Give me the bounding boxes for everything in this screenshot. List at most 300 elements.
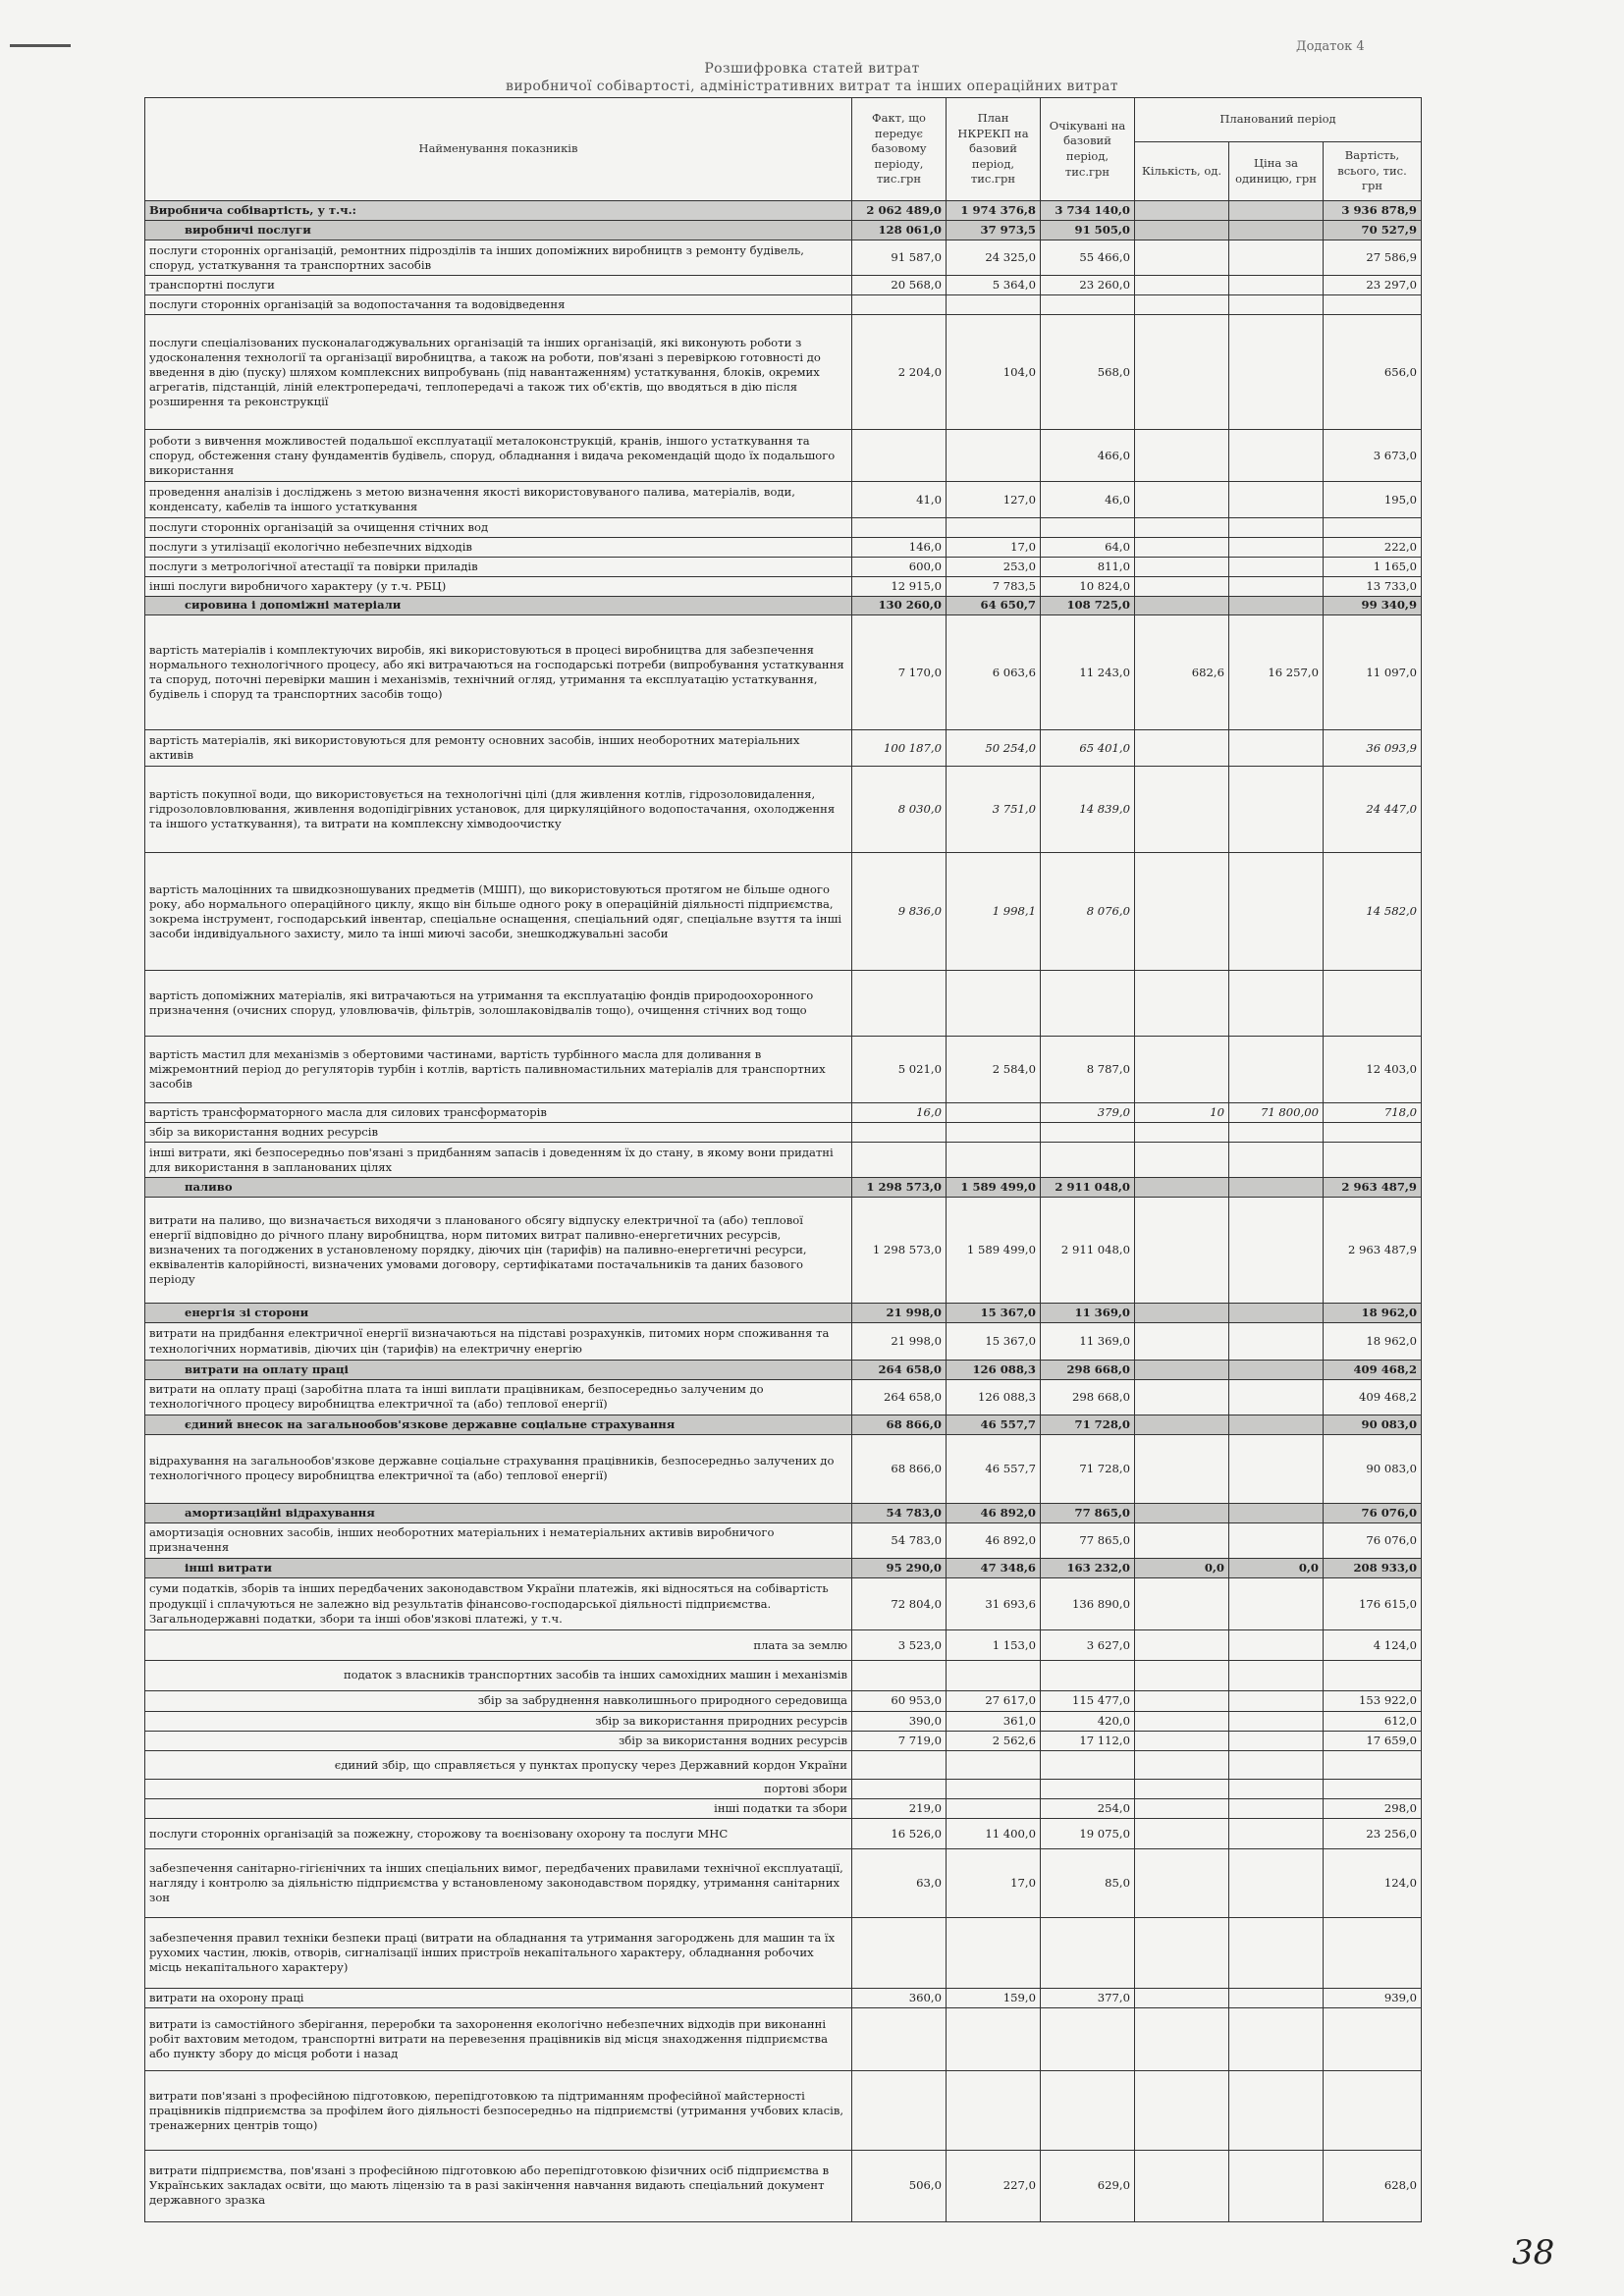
table-row [145,201,1422,221]
value-cell-expected: 17 112,0 [1041,1731,1135,1750]
value-cell-expected: 629,0 [1041,2150,1135,2221]
table-row [145,1036,1422,1102]
value-cell-price [1229,730,1324,767]
value-cell-price [1229,240,1324,276]
value-cell-qty [1135,517,1229,537]
row-name-cell: портові збори [145,1780,852,1799]
value-cell-price [1229,1750,1324,1780]
value-cell-fact: 8 030,0 [852,766,947,852]
value-cell-cost [1324,2008,1422,2071]
table-row [145,1503,1422,1522]
table-row [145,557,1422,576]
value-cell-fact: 60 953,0 [852,1690,947,1711]
value-cell-fact: 7 719,0 [852,1731,947,1750]
value-cell-expected: 11 369,0 [1041,1323,1135,1361]
value-cell-expected [1041,2008,1135,2071]
value-cell-plan: 47 348,6 [947,1559,1041,1578]
value-cell-fact: 128 061,0 [852,220,947,240]
value-cell-qty [1135,596,1229,615]
value-cell-expected: 55 466,0 [1041,240,1135,276]
value-cell-fact: 54 783,0 [852,1522,947,1559]
value-cell-qty [1135,557,1229,576]
value-cell-fact: 1 298 573,0 [852,1198,947,1304]
value-cell-qty [1135,1661,1229,1691]
row-name-cell: витрати підприємства, пов'язані з професійною підготовкою або перепідготовкою фізичних осіб підприємства в Українських закладах освіти, що мають ліцензію та в разі закінчення навчання видають спеціальний документ державного зразка [145,2150,852,2221]
value-cell-fact: 219,0 [852,1799,947,1819]
table-row [145,1102,1422,1122]
table-row [145,730,1422,767]
table-row [145,1122,1422,1142]
value-cell-fact [852,971,947,1036]
value-cell-price [1229,1198,1324,1304]
value-cell-qty [1135,1917,1229,1989]
value-cell-plan: 64 650,7 [947,596,1041,615]
header-expected: Очікувані на базовий період, тис.грн [1041,98,1135,201]
table-row [145,1379,1422,1415]
value-cell-fact [852,2008,947,2071]
value-cell-fact [852,1750,947,1780]
value-cell-expected: 10 824,0 [1041,576,1135,596]
value-cell-plan: 50 254,0 [947,730,1041,767]
header-plan: План НКРЕКП на базовий період, тис.грн [947,98,1041,201]
value-cell-plan: 3 751,0 [947,766,1041,852]
value-cell-fact [852,517,947,537]
row-name-cell: послуги з утилізації екологічно небезпечних відходів [145,537,852,557]
cost-breakdown-table [144,97,1422,2222]
table-row [145,1661,1422,1691]
row-name-cell: послуги сторонніх організацій за пожежну, сторожову та воєнізовану охорону та послуги МНС [145,1819,852,1849]
table-row [145,1522,1422,1559]
value-cell-qty [1135,1435,1229,1503]
header-fact: Факт, що передує базовому періоду, тис.грн [852,98,947,201]
value-cell-qty [1135,1630,1229,1661]
row-name-cell: єдиний збір, що справляється у пунктах пропуску через Державний кордон України [145,1750,852,1780]
value-cell-cost: 409 468,2 [1324,1379,1422,1415]
value-cell-qty [1135,1989,1229,2008]
value-cell-qty [1135,1711,1229,1731]
value-cell-expected [1041,295,1135,315]
value-cell-fact: 12 915,0 [852,576,947,596]
value-cell-cost [1324,1122,1422,1142]
value-cell-price [1229,517,1324,537]
value-cell-expected: 77 865,0 [1041,1522,1135,1559]
value-cell-cost: 76 076,0 [1324,1522,1422,1559]
value-cell-price [1229,557,1324,576]
value-cell-cost: 27 586,9 [1324,240,1422,276]
value-cell-plan: 159,0 [947,1989,1041,2008]
value-cell-plan [947,1780,1041,1799]
table-row [145,430,1422,482]
value-cell-cost: 153 922,0 [1324,1690,1422,1711]
value-cell-plan [947,2071,1041,2151]
table-row [145,1731,1422,1750]
value-cell-expected [1041,1122,1135,1142]
value-cell-fact: 21 998,0 [852,1323,947,1361]
value-cell-price [1229,1780,1324,1799]
value-cell-price [1229,766,1324,852]
value-cell-price [1229,1661,1324,1691]
row-name-cell: інші послуги виробничого характеру (у т.ч. РБЦ) [145,576,852,596]
value-cell-qty [1135,2008,1229,2071]
row-name-cell: єдиний внесок на загальнообов'язкове державне соціальне страхування [145,1415,852,1435]
table-row [145,315,1422,430]
value-cell-price [1229,276,1324,295]
table-row [145,1323,1422,1361]
value-cell-qty [1135,730,1229,767]
row-name-cell: сировина і допоміжні матеріали [145,596,852,615]
value-cell-fact: 1 298 573,0 [852,1178,947,1198]
value-cell-price [1229,295,1324,315]
value-cell-expected: 14 839,0 [1041,766,1135,852]
value-cell-plan: 27 617,0 [947,1690,1041,1711]
value-cell-price [1229,1819,1324,1849]
row-name-cell: енергія зі сторони [145,1304,852,1323]
value-cell-expected: 64,0 [1041,537,1135,557]
header-unit-price: Ціна за одиницю, грн [1229,142,1324,201]
value-cell-fact: 2 062 489,0 [852,201,947,221]
value-cell-price [1229,1799,1324,1819]
table-row [145,2071,1422,2151]
value-cell-cost: 99 340,9 [1324,596,1422,615]
value-cell-qty [1135,1360,1229,1379]
value-cell-price [1229,482,1324,518]
value-cell-fact: 390,0 [852,1711,947,1731]
value-cell-cost: 70 527,9 [1324,220,1422,240]
value-cell-expected [1041,1661,1135,1691]
row-name-cell: суми податків, зборів та інших передбачених законодавством України платежів, які відносяться на собівартість продукції і сплачуються не залежно від результатів фінансово-господарської діяльності підприємства. Загальнодержавні податки, збори та інші обов'язкові платежі, у т.ч. [145,1578,852,1630]
value-cell-qty [1135,2071,1229,2151]
value-cell-plan: 37 973,5 [947,220,1041,240]
value-cell-qty [1135,1731,1229,1750]
value-cell-plan: 2 584,0 [947,1036,1041,1102]
row-name-cell: вартість малоцінних та швидкозношуваних предметів (МШП), що використовуються протягом не більше одного року, або нормального операційного циклу, якщо він більше одного року в операційній діяльності підприємства, зокрема інструмент, господарський інвентар, спеціальне оснащення, спеціальний одяг, спеціальне взуття та інші засоби індивідуального захисту, мило та інші миючі засоби, знешкоджувальні засоби [145,853,852,971]
value-cell-cost: 222,0 [1324,537,1422,557]
value-cell-expected: 11 369,0 [1041,1304,1135,1323]
value-cell-price [1229,1323,1324,1361]
value-cell-fact: 54 783,0 [852,1503,947,1522]
row-name-cell: витрати пов'язані з професійною підготовкою, перепідготовкою та підтриманням професійної майстерності працівників підприємства за профілем його діяльності безпосередньо на підприємстві (утримання учбових класів, тренажерних центрів тощо) [145,2071,852,2151]
value-cell-expected [1041,2071,1135,2151]
value-cell-qty [1135,1142,1229,1178]
value-cell-expected: 136 890,0 [1041,1578,1135,1630]
value-cell-cost [1324,1750,1422,1780]
value-cell-cost: 24 447,0 [1324,766,1422,852]
value-cell-plan: 17,0 [947,537,1041,557]
value-cell-plan [947,1661,1041,1691]
table-row [145,1989,1422,2008]
value-cell-expected: 108 725,0 [1041,596,1135,615]
value-cell-plan [947,2008,1041,2071]
value-cell-expected: 3 627,0 [1041,1630,1135,1661]
table-row [145,1819,1422,1849]
value-cell-price [1229,1178,1324,1198]
row-name-cell: плата за землю [145,1630,852,1661]
table-body [145,201,1422,2222]
value-cell-qty [1135,220,1229,240]
value-cell-fact [852,1780,947,1799]
row-name-cell: паливо [145,1178,852,1198]
row-name-cell: інші витрати, які безпосередньо пов'язані з придбанням запасів і доведенням їх до стану, в якому вони придатні для використання в запланованих цілях [145,1142,852,1178]
value-cell-cost: 2 963 487,9 [1324,1198,1422,1304]
value-cell-cost: 18 962,0 [1324,1323,1422,1361]
value-cell-fact: 360,0 [852,1989,947,2008]
value-cell-plan [947,1142,1041,1178]
value-cell-plan: 6 063,6 [947,615,1041,730]
header-cost: Вартість, всього, тис. грн [1324,142,1422,201]
value-cell-expected: 254,0 [1041,1799,1135,1819]
value-cell-cost: 36 093,9 [1324,730,1422,767]
value-cell-qty [1135,537,1229,557]
value-cell-price [1229,220,1324,240]
row-name-cell: послуги сторонніх організацій, ремонтних підрозділів та інших допоміжних виробництв з ремонту будівель, споруд, устаткування та транспортних засобів [145,240,852,276]
value-cell-price [1229,430,1324,482]
value-cell-price [1229,1578,1324,1630]
table-row [145,1690,1422,1711]
value-cell-expected [1041,1917,1135,1989]
table-row [145,615,1422,730]
row-name-cell: відрахування на загальнообов'язкове державне соціальне страхування працівників, безпосередньо залучених до технологічного процесу виробництва електричної та (або) теплової енергії) [145,1435,852,1503]
value-cell-fact: 16,0 [852,1102,947,1122]
value-cell-fact [852,2071,947,2151]
value-cell-plan: 46 892,0 [947,1503,1041,1522]
value-cell-price [1229,576,1324,596]
value-cell-qty [1135,2150,1229,2221]
value-cell-plan: 46 892,0 [947,1522,1041,1559]
value-cell-plan [947,971,1041,1036]
header-planned-period: Планований період [1135,98,1422,142]
value-cell-price [1229,853,1324,971]
header-name: Найменування показників [145,98,852,201]
row-name-cell: послуги сторонніх організацій за очищення стічних вод [145,517,852,537]
value-cell-expected: 11 243,0 [1041,615,1135,730]
value-cell-qty [1135,1304,1229,1323]
value-cell-fact: 5 021,0 [852,1036,947,1102]
value-cell-price [1229,1379,1324,1415]
value-cell-price [1229,1630,1324,1661]
row-name-cell: роботи з вивчення можливостей подальшої експлуатації металоконструкцій, кранів, іншого устаткування та споруд, обстеження стану фундаментів будівель, споруд, обладнання і видача рекомендацій щодо їх подальшого використання [145,430,852,482]
value-cell-expected: 420,0 [1041,1711,1135,1731]
value-cell-expected [1041,1780,1135,1799]
table-row [145,766,1422,852]
value-cell-price [1229,1989,1324,2008]
value-cell-plan: 104,0 [947,315,1041,430]
document-subtitle: виробничої собівартості, адміністративних витрат та інших операційних витрат [506,79,1118,94]
value-cell-price [1229,537,1324,557]
table-row [145,971,1422,1036]
value-cell-cost [1324,1142,1422,1178]
value-cell-plan [947,295,1041,315]
value-cell-plan: 1 974 376,8 [947,201,1041,221]
value-cell-qty [1135,1849,1229,1917]
value-cell-price [1229,1415,1324,1435]
row-name-cell: амортизація основних засобів, інших необоротних матеріальних і нематеріальних активів виробничого призначення [145,1522,852,1559]
value-cell-expected: 23 260,0 [1041,276,1135,295]
value-cell-fact: 130 260,0 [852,596,947,615]
appendix-label: Додаток 4 [1296,39,1365,54]
value-cell-qty [1135,576,1229,596]
value-cell-price [1229,971,1324,1036]
row-name-cell: витрати на оплату праці (заробітна плата та інші виплати працівникам, безпосередньо залученим до технологічного процесу виробництва електричної та (або) теплової енергії) [145,1379,852,1415]
value-cell-qty [1135,276,1229,295]
table-row [145,1142,1422,1178]
value-cell-cost: 208 933,0 [1324,1559,1422,1578]
value-cell-plan [947,1750,1041,1780]
header-qty: Кількість, од. [1135,142,1229,201]
value-cell-expected: 568,0 [1041,315,1135,430]
value-cell-fact [852,1142,947,1178]
value-cell-plan: 17,0 [947,1849,1041,1917]
value-cell-cost: 195,0 [1324,482,1422,518]
table-row [145,596,1422,615]
row-name-cell: збір за забруднення навколишнього природного середовища [145,1690,852,1711]
row-name-cell: вартість покупної води, що використовується на технологічні цілі (для живлення котлів, гідрозоловидалення, гідрозоловловлювання, живлення водопідігрівних установок, для циркуляційного водопостачання, охолодження та іншого устаткування), та витрати на комплексну хімводоочистку [145,766,852,852]
value-cell-qty [1135,971,1229,1036]
value-cell-price [1229,1304,1324,1323]
value-cell-fact: 2 204,0 [852,315,947,430]
table-row [145,1304,1422,1323]
row-name-cell: проведення аналізів і досліджень з метою визначення якості використовуваного палива, матеріалів, води, конденсату, кабелів та іншого устаткування [145,482,852,518]
row-name-cell: збір за використання природних ресурсів [145,1711,852,1731]
value-cell-plan [947,1799,1041,1819]
value-cell-plan: 1 589 499,0 [947,1178,1041,1198]
value-cell-cost: 124,0 [1324,1849,1422,1917]
value-cell-cost: 1 165,0 [1324,557,1422,576]
value-cell-cost: 14 582,0 [1324,853,1422,971]
value-cell-qty [1135,1415,1229,1435]
value-cell-plan: 1 589 499,0 [947,1198,1041,1304]
value-cell-expected [1041,517,1135,537]
value-cell-expected: 2 911 048,0 [1041,1198,1135,1304]
value-cell-expected: 466,0 [1041,430,1135,482]
value-cell-expected: 811,0 [1041,557,1135,576]
value-cell-expected: 298 668,0 [1041,1360,1135,1379]
value-cell-cost [1324,517,1422,537]
value-cell-fact: 16 526,0 [852,1819,947,1849]
value-cell-fact: 600,0 [852,557,947,576]
value-cell-price [1229,2150,1324,2221]
value-cell-price [1229,1731,1324,1750]
value-cell-cost: 18 962,0 [1324,1304,1422,1323]
value-cell-price [1229,1917,1324,1989]
row-name-cell: збір за використання водних ресурсів [145,1731,852,1750]
value-cell-plan [947,1102,1041,1122]
value-cell-cost: 4 124,0 [1324,1630,1422,1661]
value-cell-cost: 2 963 487,9 [1324,1178,1422,1198]
value-cell-cost: 409 468,2 [1324,1360,1422,1379]
value-cell-fact: 146,0 [852,537,947,557]
value-cell-cost: 176 615,0 [1324,1578,1422,1630]
row-name-cell: податок з власників транспортних засобів та інших самохідних машин і механізмів [145,1661,852,1691]
table-row [145,295,1422,315]
value-cell-plan: 126 088,3 [947,1360,1041,1379]
table-row [145,1917,1422,1989]
value-cell-plan: 227,0 [947,2150,1041,2221]
value-cell-price [1229,2008,1324,2071]
value-cell-expected: 163 232,0 [1041,1559,1135,1578]
value-cell-qty [1135,430,1229,482]
value-cell-qty [1135,1503,1229,1522]
value-cell-price [1229,315,1324,430]
value-cell-cost: 12 403,0 [1324,1036,1422,1102]
value-cell-cost: 3 936 878,9 [1324,201,1422,221]
value-cell-expected: 85,0 [1041,1849,1135,1917]
scan-mark [10,44,71,47]
value-cell-plan: 1 153,0 [947,1630,1041,1661]
value-cell-qty [1135,1799,1229,1819]
row-name-cell: інші податки та збори [145,1799,852,1819]
value-cell-qty [1135,1750,1229,1780]
value-cell-plan: 31 693,6 [947,1578,1041,1630]
table-row [145,1849,1422,1917]
value-cell-plan [947,1917,1041,1989]
row-name-cell: збір за використання водних ресурсів [145,1122,852,1142]
table-row [145,1198,1422,1304]
value-cell-fact: 95 290,0 [852,1559,947,1578]
value-cell-price [1229,1122,1324,1142]
value-cell-cost [1324,2071,1422,2151]
row-name-cell: інші витрати [145,1559,852,1578]
table-row [145,1178,1422,1198]
row-name-cell: забезпечення правил техніки безпеки праці (витрати на обладнання та утримання загороджень для машин та їх рухомих частин, люків, отворів, сигналізації інших пристроїв некапітального характеру, обладнання робочих місць некапітального характеру) [145,1917,852,1989]
value-cell-qty [1135,1036,1229,1102]
table-row [145,1578,1422,1630]
value-cell-qty [1135,1198,1229,1304]
value-cell-fact: 506,0 [852,2150,947,2221]
value-cell-expected: 71 728,0 [1041,1415,1135,1435]
value-cell-fact [852,430,947,482]
value-cell-fact: 3 523,0 [852,1630,947,1661]
value-cell-price: 71 800,00 [1229,1102,1324,1122]
value-cell-cost: 656,0 [1324,315,1422,430]
value-cell-cost: 23 256,0 [1324,1819,1422,1849]
value-cell-cost: 718,0 [1324,1102,1422,1122]
row-name-cell: виробничі послуги [145,220,852,240]
value-cell-cost: 612,0 [1324,1711,1422,1731]
value-cell-price [1229,1360,1324,1379]
table-row [145,1559,1422,1578]
value-cell-fact: 68 866,0 [852,1435,947,1503]
value-cell-qty [1135,201,1229,221]
row-name-cell: вартість матеріалів і комплектуючих виробів, які використовуються в процесі виробництва для забезпечення нормального технологічного процесу, або які витрачаються на господарські потреби (випробування устаткування та споруд, поточні перевірки машин і механізмів, технічний огляд, утримання та експлуатацію устаткування, будівель і споруд та транспортних засобів тощо) [145,615,852,730]
table-row [145,1360,1422,1379]
value-cell-fact [852,1661,947,1691]
value-cell-expected: 91 505,0 [1041,220,1135,240]
value-cell-price [1229,1503,1324,1522]
value-cell-plan [947,430,1041,482]
table-row [145,1799,1422,1819]
value-cell-expected: 115 477,0 [1041,1690,1135,1711]
value-cell-price [1229,1690,1324,1711]
value-cell-plan: 15 367,0 [947,1304,1041,1323]
row-name-cell: вартість матеріалів, які використовуються для ремонту основних засобів, інших необоротних матеріальних активів [145,730,852,767]
value-cell-price [1229,1522,1324,1559]
value-cell-qty [1135,295,1229,315]
value-cell-expected: 3 734 140,0 [1041,201,1135,221]
value-cell-expected: 8 787,0 [1041,1036,1135,1102]
table-row [145,576,1422,596]
row-name-cell: витрати на придбання електричної енергії визначаються на підставі розрахунків, питомих норм споживання та технологічних нормативів, діючих цін (тарифів) на електричну енергію [145,1323,852,1361]
row-name-cell: витрати на оплату праці [145,1360,852,1379]
value-cell-expected: 65 401,0 [1041,730,1135,767]
value-cell-plan: 253,0 [947,557,1041,576]
table-row [145,853,1422,971]
value-cell-plan: 126 088,3 [947,1379,1041,1415]
value-cell-expected: 8 076,0 [1041,853,1135,971]
value-cell-price [1229,2071,1324,2151]
value-cell-fact [852,1122,947,1142]
value-cell-price [1229,1142,1324,1178]
value-cell-price [1229,1036,1324,1102]
